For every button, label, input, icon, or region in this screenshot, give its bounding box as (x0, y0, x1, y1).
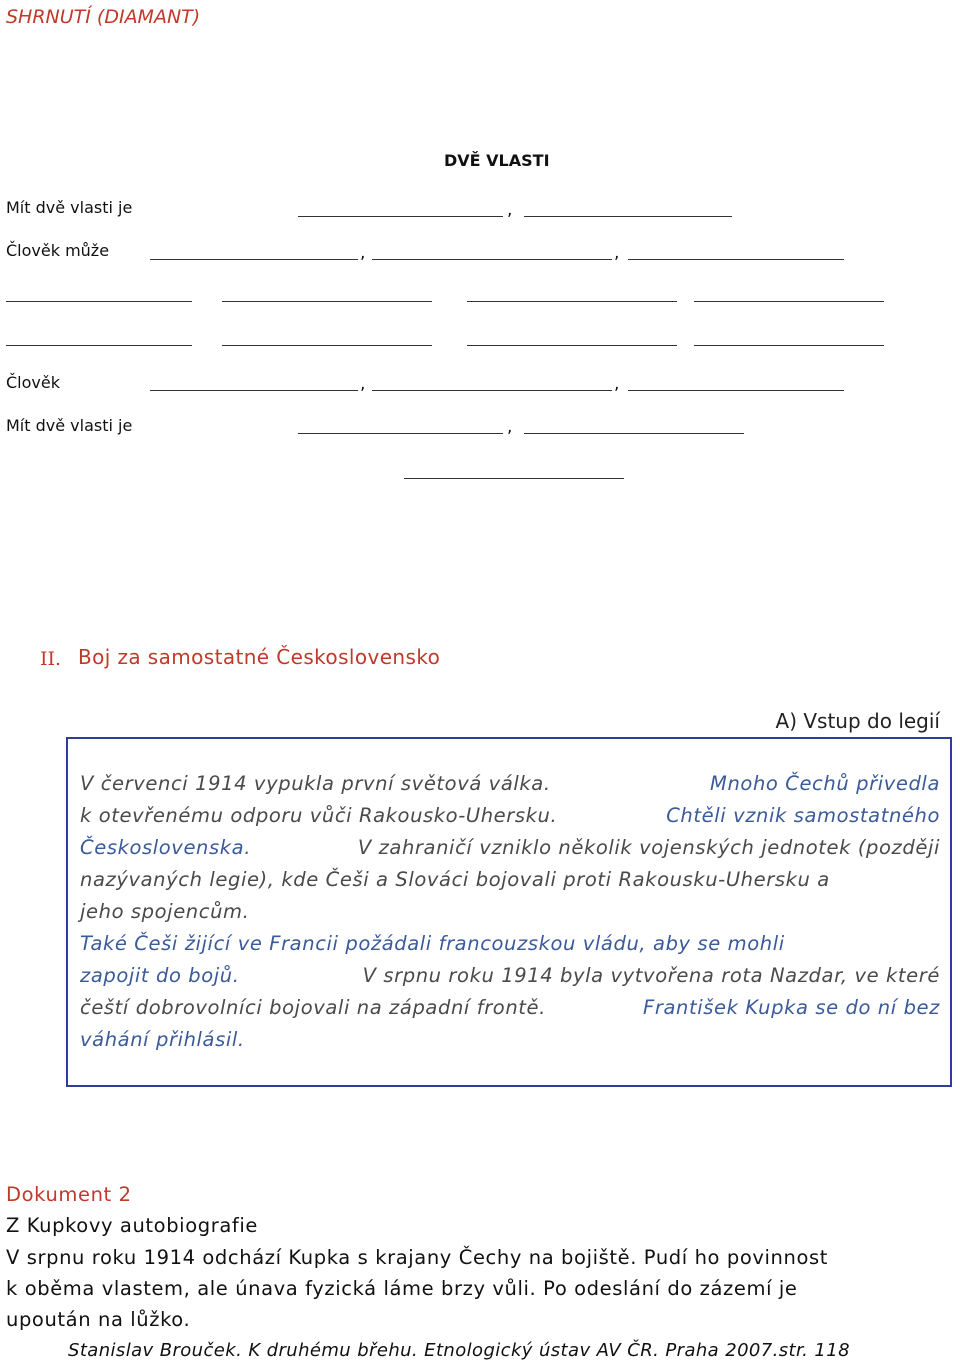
section-title: Boj za samostatné Československo (78, 645, 441, 669)
blank-field[interactable] (6, 301, 192, 302)
box-text: Také Češi žijící ve Francii požádali francouzskou vládu, aby se mohli (80, 932, 785, 955)
row-label-2: Člověk může (6, 241, 110, 260)
box-line-5 (80, 900, 940, 923)
blank-field[interactable] (628, 259, 844, 260)
document-label: Dokument 2 (6, 1183, 132, 1206)
box-line-6 (80, 932, 940, 955)
comma: , (614, 243, 620, 263)
box-line-2 (80, 804, 940, 827)
blank-field[interactable] (222, 301, 432, 302)
box-line-8 (80, 996, 940, 1019)
section-numeral: II. (40, 648, 62, 670)
blank-field[interactable] (222, 345, 432, 346)
blank-field[interactable] (694, 301, 884, 302)
blank-field[interactable] (372, 390, 612, 391)
row-label-6: Mít dvě vlasti je (6, 416, 133, 435)
section-subtitle: A) Vstup do legií (775, 709, 940, 733)
box-text: V červenci 1914 vypukla první světová válka. (80, 772, 551, 795)
box-text: Československa. (80, 836, 251, 859)
blank-field[interactable] (404, 478, 624, 479)
document-line-3: upoután na lůžko. (6, 1308, 191, 1331)
comma: , (507, 417, 513, 437)
diamant-title: DVĚ VLASTI (444, 151, 550, 170)
blank-field[interactable] (372, 259, 612, 260)
row-label-5: Člověk (6, 373, 60, 392)
box-line-4 (80, 868, 940, 891)
blank-field[interactable] (150, 390, 358, 391)
box-text: Chtěli vznik samostatného (666, 804, 940, 827)
comma: , (360, 374, 366, 394)
box-line-3 (80, 836, 940, 859)
blank-field[interactable] (150, 259, 358, 260)
box-text: V zahraničí vzniklo několik vojenských jednotek (později (357, 836, 940, 859)
page-header: SHRNUTÍ (DIAMANT) (6, 6, 201, 28)
document-line-2: k oběma vlastem, ale únava fyzická láme brzy vůli. Po odeslání do zázemí je (6, 1277, 798, 1300)
blank-field[interactable] (524, 216, 732, 217)
blank-field[interactable] (694, 345, 884, 346)
blank-field[interactable] (298, 433, 503, 434)
box-text: Mnoho Čechů přivedla (710, 772, 940, 795)
box-text: František Kupka se do ní bez (643, 996, 940, 1019)
box-text: nazývaných legie), kde Češi a Slováci bojovali proti Rakousku-Uhersku a (80, 868, 830, 891)
comma: , (507, 200, 513, 220)
document-line-1: V srpnu roku 1914 odchází Kupka s krajany Čechy na bojiště. Pudí ho povinnost (6, 1246, 828, 1269)
box-line-9 (80, 1028, 940, 1051)
comma: , (614, 374, 620, 394)
blank-field[interactable] (298, 216, 503, 217)
box-text: jeho spojencům. (80, 900, 250, 923)
blank-field[interactable] (628, 390, 844, 391)
box-text: V srpnu roku 1914 byla vytvořena rota Nazdar, ve které (362, 964, 940, 987)
box-text: zapojit do bojů. (80, 964, 240, 987)
blank-field[interactable] (467, 345, 677, 346)
box-text: čeští dobrovolníci bojovali na západní frontě. (80, 996, 546, 1019)
box-line-7 (80, 964, 940, 987)
row-label-1: Mít dvě vlasti je (6, 198, 133, 217)
blank-field[interactable] (524, 433, 744, 434)
blank-field[interactable] (467, 301, 677, 302)
box-text: k otevřenému odporu vůči Rakousko-Uhersku. (80, 804, 558, 827)
box-line-1 (80, 772, 940, 795)
blank-field[interactable] (6, 345, 192, 346)
document-citation: Stanislav Brouček. K druhému břehu. Etnologický ústav AV ČR. Praha 2007.str. 118 (68, 1340, 850, 1361)
box-text: váhání přihlásil. (80, 1028, 245, 1051)
comma: , (360, 243, 366, 263)
document-subtitle: Z Kupkovy autobiografie (6, 1214, 258, 1237)
